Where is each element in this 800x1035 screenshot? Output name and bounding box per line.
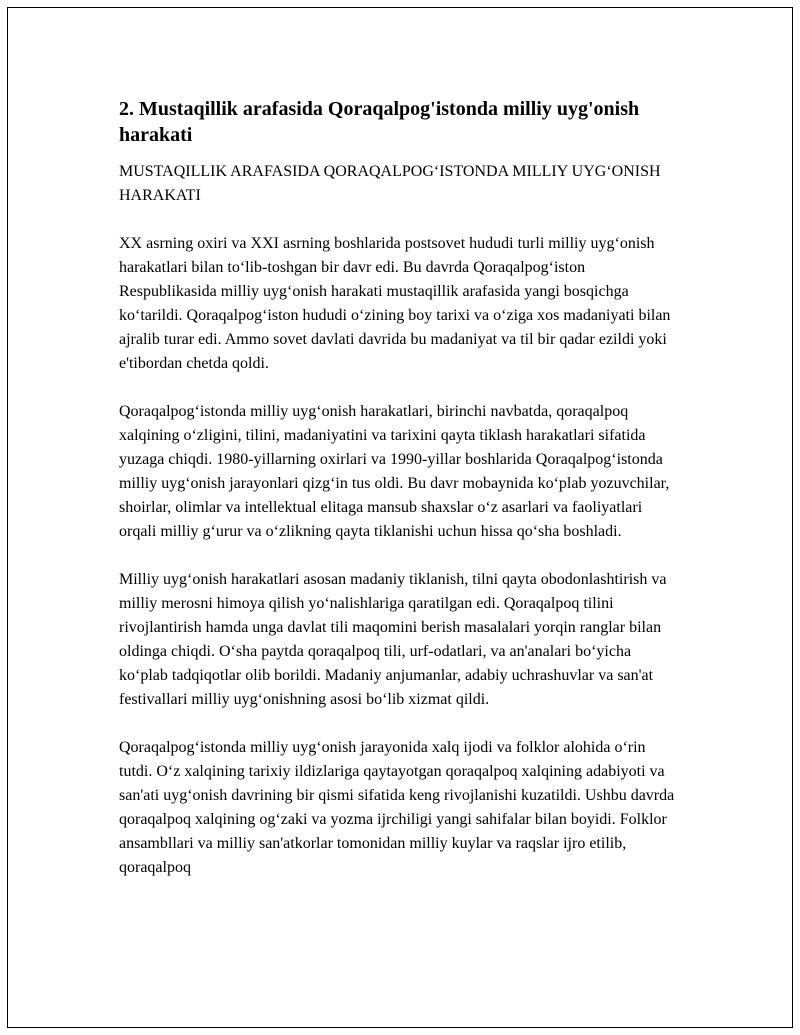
paragraph-2: Qoraqalpog‘istonda milliy uyg‘onish harakatlari, birinchi navbatda, qoraqalpoq xalqining o‘zligini, tilini, madaniyatini va tarixini qayta tiklash harakatlari sifatida yuzaga chiqdi. 1980-yillarning oxirlari va 1990-yillar boshlarida Qoraqalpog‘istonda milliy uyg‘onish jarayonlari qizg‘in tus oldi. Bu davr mobaynida ko‘plab yozuvchilar, shoirlar, olimlar va intellektual elitaga mansub shaxslar o‘z asarlari va faoliyatlari orqali milliy g‘urur va o‘zlikning qayta tiklanishi uchun hissa qo‘sha boshladi. xyxy=(119,403,670,540)
document-page xyxy=(7,7,793,1028)
paragraph-1: XX asrning oxiri va XXI asrning boshlarida postsovet hududi turli milliy uyg‘onish harakatlari bilan to‘lib-toshgan bir davr edi. Bu davrda Qoraqalpog‘iston Respublikasida milliy uyg‘onish harakati mustaqillik arafasida yangi bosqichga ko‘tarildi. Qoraqalpog‘iston hududi o‘zining boy tarixi va o‘ziga xos madaniyati bilan ajralib turar edi. Ammo sovet davlati davrida bu madaniyat va til bir qadar ezildi yoki e'tibordan chetda qoldi. xyxy=(119,235,671,372)
document-content xyxy=(119,96,679,904)
document-subheading: MUSTAQILLIK ARAFASIDA QORAQALPOG‘ISTONDA MILLIY UYG‘ONISH HARAKATI xyxy=(119,163,661,204)
paragraph-4: Qoraqalpog‘istonda milliy uyg‘onish jarayonida xalq ijodi va folklor alohida o‘rin tutdi. O‘z xalqining tarixiy ildizlariga qaytayotgan qoraqalpoq xalqining adabiyoti va san'ati uyg‘onish davrining bir qismi sifatida keng rivojlanishi kuzatildi. Ushbu davrda qoraqalpoq xalqining og‘zaki va yozma ijrchiligi yangi sahifalar bilan boyidi. Folklor ansambllari va milliy san'atkorlar tomonidan milliy kuylar va raqslar ijro etilib, qoraqalpoq xyxy=(119,739,675,876)
document-heading: 2. Mustaqillik arafasida Qoraqalpog'istonda milliy uyg'onish harakati xyxy=(119,98,640,146)
paragraph-3: Milliy uyg‘onish harakatlari asosan madaniy tiklanish, tilni qayta obodonlashtirish va milliy merosni himoya qilish yo‘nalishlariga qaratilgan edi. Qoraqalpoq tilini rivojlantirish hamda unga davlat tili maqomini berish masalalari yorqin ranglar bilan oldinga chiqdi. O‘sha paytda qoraqalpoq tili, urf-odatlari, va an'analari bo‘yicha ko‘plab tadqiqotlar olib borildi. Madaniy anjumanlar, adabiy uchrashuvlar va san'at festivallari milliy uyg‘onishning asosi bo‘lib xizmat qildi. xyxy=(119,571,667,708)
